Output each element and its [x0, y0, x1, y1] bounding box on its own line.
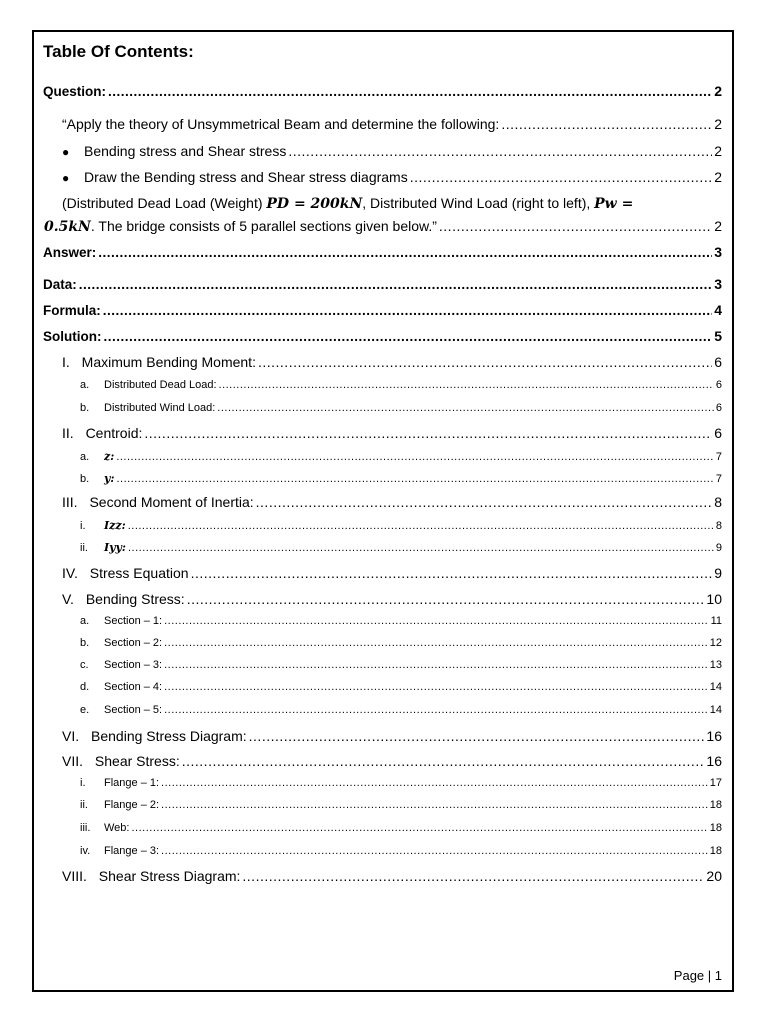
toc-page-number: 8: [714, 494, 722, 510]
toc-page-number: 3: [714, 244, 722, 260]
toc-entry-label: Iyy:: [104, 541, 126, 554]
toc-entry-label: “Apply the theory of Unsymmetrical Beam and determine the following:: [62, 116, 500, 132]
toc-page-number: 8: [715, 520, 722, 532]
toc-subsection[interactable]: [80, 450, 722, 463]
toc-subsection[interactable]: [80, 519, 722, 532]
toc-entry-label: Maximum Bending Moment:: [81, 354, 256, 370]
toc-page-number: 18: [709, 845, 722, 857]
toc-number: ii.: [80, 799, 88, 811]
toc-entry-label: Second Moment of Inertia:: [89, 494, 254, 510]
page-footer: Page | 1: [673, 968, 722, 983]
toc-number: IV.: [62, 565, 78, 581]
bullet-icon: ●: [62, 171, 70, 185]
toc-subsection[interactable]: [80, 681, 722, 693]
toc-subsection[interactable]: [80, 472, 722, 485]
toc-number: b.: [80, 402, 90, 414]
toc-entry-label: Flange – 2:: [104, 799, 160, 811]
toc-section[interactable]: [62, 728, 722, 744]
toc-subsection[interactable]: [80, 541, 722, 554]
toc-page-number: 9: [715, 542, 722, 554]
pd-math: PD = 200kN: [266, 196, 363, 212]
leader-dots: [258, 354, 712, 370]
toc-entry-label: Section – 5:: [104, 704, 163, 716]
toc-entry-label: Section – 4:: [104, 681, 163, 693]
toc-entry-answer[interactable]: [43, 244, 722, 260]
toc-subsection[interactable]: [80, 402, 722, 414]
leader-dots: [161, 777, 708, 789]
leader-dots: [182, 753, 705, 769]
toc-entry-label: Data:: [43, 277, 77, 292]
toc-subsection[interactable]: [80, 379, 722, 391]
toc-entry-label: Draw the Bending stress and Shear stress diagrams: [84, 169, 408, 185]
toc-page-number: 3: [714, 276, 722, 292]
toc-number: VII.: [62, 753, 84, 769]
leader-dots: [164, 637, 708, 649]
toc-page-number: 2: [714, 169, 722, 185]
toc-number: a.: [80, 451, 90, 463]
toc-page-number: 16: [706, 753, 722, 769]
toc-entry-label: Solution:: [43, 329, 102, 344]
toc-section[interactable]: [62, 591, 722, 607]
toc-entry-label: Distributed Wind Load:: [104, 402, 216, 414]
toc-entry-bullet[interactable]: [62, 143, 722, 159]
toc-number: b.: [80, 473, 90, 485]
toc-entry-label: y:: [104, 472, 115, 485]
leader-dots: [108, 84, 712, 99]
toc-section[interactable]: [62, 565, 722, 581]
toc-subsection[interactable]: [80, 704, 722, 716]
toc-page-number: 6: [714, 425, 722, 441]
toc-entry-label: z:: [104, 450, 115, 463]
toc-page-number: 14: [709, 681, 722, 693]
leader-dots: [103, 329, 712, 344]
toc-page-number: 6: [714, 354, 722, 370]
toc-entry-label: Web:: [104, 822, 130, 834]
toc-page-number: 17: [709, 777, 722, 789]
pw-math: Pw =: [594, 196, 634, 212]
toc-entry-label: Centroid:: [85, 425, 143, 441]
leader-dots: [164, 681, 708, 693]
toc-entry-question[interactable]: [43, 83, 722, 99]
toc-number: b.: [80, 637, 90, 649]
toc-subsection[interactable]: [80, 845, 722, 857]
toc-entry-label: Question:: [43, 84, 106, 99]
leader-dots: [164, 704, 708, 716]
toc-number: III.: [62, 494, 78, 510]
toc-number: VIII.: [62, 868, 87, 884]
toc-number: iv.: [80, 845, 91, 857]
leader-dots: [217, 402, 714, 414]
leader-dots: [410, 169, 712, 185]
toc-subsection[interactable]: [80, 822, 722, 834]
leader-dots: [103, 303, 712, 318]
toc-entry-question-intro[interactable]: [62, 116, 722, 132]
toc-number: c.: [80, 659, 89, 671]
leader-dots: [249, 728, 705, 744]
toc-entry-label: Answer:: [43, 245, 97, 260]
toc-entry-bullet[interactable]: [62, 169, 722, 185]
toc-section[interactable]: [62, 494, 722, 510]
leader-dots: [116, 473, 713, 485]
toc-page-number: 18: [709, 799, 722, 811]
toc-page-number: 10: [706, 591, 722, 607]
toc-number: d.: [80, 681, 90, 693]
toc-subsection[interactable]: [80, 615, 722, 627]
toc-entry-label: Section – 1:: [104, 615, 163, 627]
toc-page-number: 20: [706, 868, 722, 884]
toc-number: ii.: [80, 542, 88, 554]
toc-entry-question-para[interactable]: [44, 192, 722, 238]
leader-dots: [128, 520, 714, 532]
leader-dots: [164, 615, 708, 627]
leader-dots: [256, 494, 713, 510]
toc-entry-label: Bending stress and Shear stress: [84, 143, 287, 159]
toc-page-number: 6: [715, 402, 722, 414]
toc-entry-label: Bending Stress:: [85, 591, 185, 607]
toc-subsection[interactable]: [80, 637, 722, 649]
toc-entry-label: Bending Stress Diagram:: [91, 728, 247, 744]
toc-section[interactable]: [62, 753, 722, 769]
toc-page-number: 2: [714, 218, 722, 234]
toc-number: i.: [80, 777, 86, 789]
pw-value-math: 0.5kN: [44, 219, 91, 235]
toc-page-number: 16: [706, 728, 722, 744]
toc-entry-solution[interactable]: [43, 328, 722, 344]
toc-number: iii.: [80, 822, 91, 834]
toc-page-number: 5: [714, 328, 722, 344]
toc-subsection[interactable]: [80, 799, 722, 811]
toc-number: i.: [80, 520, 86, 532]
toc-entry-label: Formula:: [43, 303, 101, 318]
leader-dots: [501, 116, 712, 132]
toc-entry-formula[interactable]: [43, 302, 722, 318]
toc-page-number: 14: [709, 704, 722, 716]
leader-dots: [187, 591, 705, 607]
para-text: (Distributed Dead Load (Weight): [62, 195, 267, 211]
toc-page-number: 12: [709, 637, 722, 649]
leader-dots: [288, 143, 712, 159]
toc-entry-label: Izz:: [104, 519, 126, 532]
leader-dots: [116, 451, 714, 463]
toc-subsection[interactable]: [80, 659, 722, 671]
leader-dots: [161, 799, 708, 811]
toc-entry-data[interactable]: [43, 276, 722, 292]
toc-page-number: 13: [709, 659, 722, 671]
toc-section[interactable]: [62, 425, 722, 441]
toc-entry-label: Stress Equation: [89, 565, 189, 581]
toc-number: I.: [62, 354, 70, 370]
toc-number: V.: [62, 591, 74, 607]
toc-entry-label: Section – 2:: [104, 637, 163, 649]
toc-page-number: 2: [714, 83, 722, 99]
toc-page-number: 2: [714, 116, 722, 132]
toc-entry-label: Flange – 1:: [104, 777, 160, 789]
toc-section[interactable]: [62, 868, 722, 884]
toc-page-number: 9: [714, 565, 722, 581]
toc-number: a.: [80, 379, 90, 391]
toc-subsection[interactable]: [80, 777, 722, 789]
toc-page-number: 18: [709, 822, 722, 834]
toc-page-number: 7: [715, 473, 722, 485]
bullet-icon: ●: [62, 145, 70, 159]
toc-number: a.: [80, 615, 90, 627]
toc-page-number: 2: [714, 143, 722, 159]
toc-page-number: 11: [710, 615, 722, 627]
leader-dots: [144, 425, 712, 441]
leader-dots: [242, 868, 704, 884]
toc-entry-label: Flange – 3:: [104, 845, 160, 857]
toc-number: VI.: [62, 728, 80, 744]
leader-dots: [164, 659, 708, 671]
toc-section[interactable]: [62, 354, 722, 370]
toc-number: II.: [62, 425, 74, 441]
leader-dots: [128, 542, 714, 554]
toc-entry-label: Shear Stress:: [94, 753, 180, 769]
leader-dots: [161, 845, 708, 857]
toc-entry-label: Shear Stress Diagram:: [98, 868, 241, 884]
toc-number: e.: [80, 704, 90, 716]
leader-dots: [98, 245, 712, 260]
toc-page-number: 7: [715, 451, 722, 463]
leader-dots: [79, 277, 712, 292]
toc-entry-label: Section – 3:: [104, 659, 163, 671]
toc-page-number: 4: [714, 302, 722, 318]
toc-page-number: 6: [715, 379, 722, 391]
toc-title: Table Of Contents:: [43, 42, 194, 61]
para-text: . The bridge consists of 5 parallel sections given below.”: [90, 218, 437, 234]
toc-entry-label: Distributed Dead Load:: [104, 379, 217, 391]
para-text: , Distributed Wind Load (right to left),: [362, 195, 595, 211]
leader-dots: [191, 565, 713, 581]
leader-dots: [219, 379, 714, 391]
leader-dots: [439, 215, 712, 237]
leader-dots: [131, 822, 707, 834]
